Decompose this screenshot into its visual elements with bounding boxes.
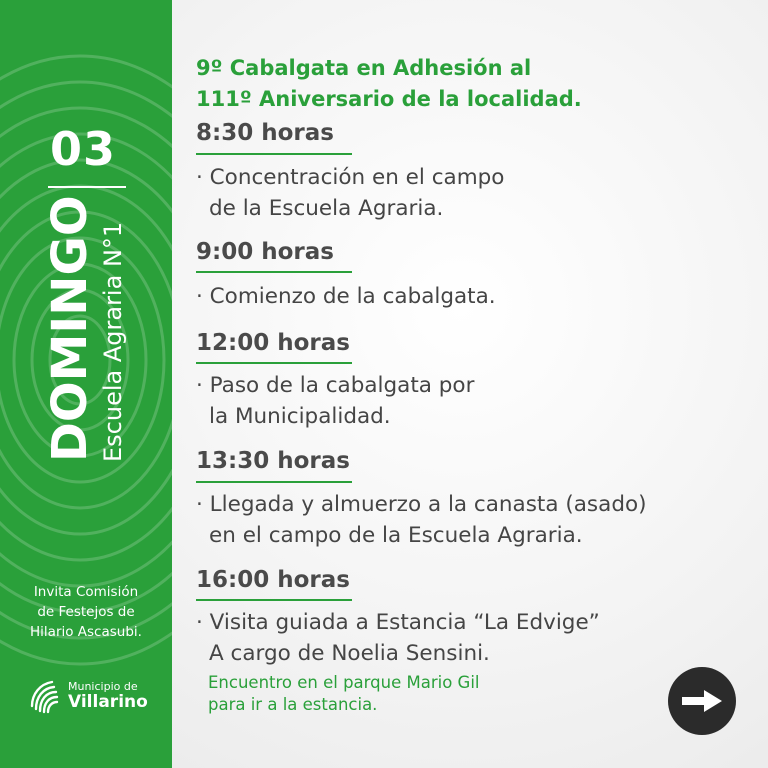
meeting-note <box>208 672 480 716</box>
item-line: · Visita guiada a Estancia “La Edvige” <box>196 610 600 635</box>
schedule-item <box>196 489 647 551</box>
day-number: 03 <box>50 122 117 176</box>
time-underline <box>196 153 352 155</box>
note-line-2: para ir a la estancia. <box>208 695 378 714</box>
day-name: DOMINGO <box>42 195 98 462</box>
day-divider <box>48 186 126 188</box>
schedule-item <box>196 281 496 312</box>
item-line: · Llegada y almuerzo a la canasta (asado) <box>196 492 647 517</box>
item-line: de la Escuela Agraria. <box>209 196 444 221</box>
municipio-villarino-logo-icon <box>26 676 62 716</box>
time-underline <box>196 481 352 483</box>
item-line: · Concentración en el campo <box>196 165 505 190</box>
time-underline <box>196 362 352 364</box>
schedule-time: 16:00 horas <box>196 567 350 593</box>
item-line: A cargo de Noelia Sensini. <box>209 641 490 666</box>
schedule-time: 13:30 horas <box>196 448 350 474</box>
sidebar-panel <box>0 0 172 768</box>
invite-line: Hilario Ascasubi. <box>30 624 142 640</box>
schedule-time: 9:00 horas <box>196 239 334 265</box>
schedule-item <box>196 607 600 669</box>
arrow-right-icon <box>679 686 725 716</box>
event-place: Escuela Agraria N°1 <box>99 221 127 462</box>
municipio-logo <box>26 676 148 716</box>
item-line: · Paso de la cabalgata por <box>196 373 475 398</box>
invite-text <box>0 582 172 642</box>
item-line: · Comienzo de la cabalgata. <box>196 284 496 309</box>
item-line: en el campo de la Escuela Agraria. <box>209 523 583 548</box>
event-headline <box>196 53 582 115</box>
invite-line: de Festejos de <box>37 604 135 620</box>
schedule-item <box>196 162 504 224</box>
note-line-1: Encuentro en el parque Mario Gil <box>208 673 480 692</box>
schedule-time: 12:00 horas <box>196 330 350 356</box>
headline-line-1: 9º Cabalgata en Adhesión al <box>196 56 532 80</box>
schedule-time: 8:30 horas <box>196 120 334 146</box>
schedule-item <box>196 370 474 432</box>
time-underline <box>196 271 352 273</box>
logo-line-1: Municipio de <box>68 680 138 693</box>
invite-line: Invita Comisión <box>33 584 139 600</box>
logo-line-2: Villarino <box>68 692 148 712</box>
time-underline <box>196 599 352 601</box>
next-button[interactable] <box>668 667 736 735</box>
logo-text <box>68 680 148 712</box>
item-line: la Municipalidad. <box>209 404 391 429</box>
headline-line-2: 111º Aniversario de la localidad. <box>196 87 582 111</box>
vertical-title <box>42 195 132 462</box>
